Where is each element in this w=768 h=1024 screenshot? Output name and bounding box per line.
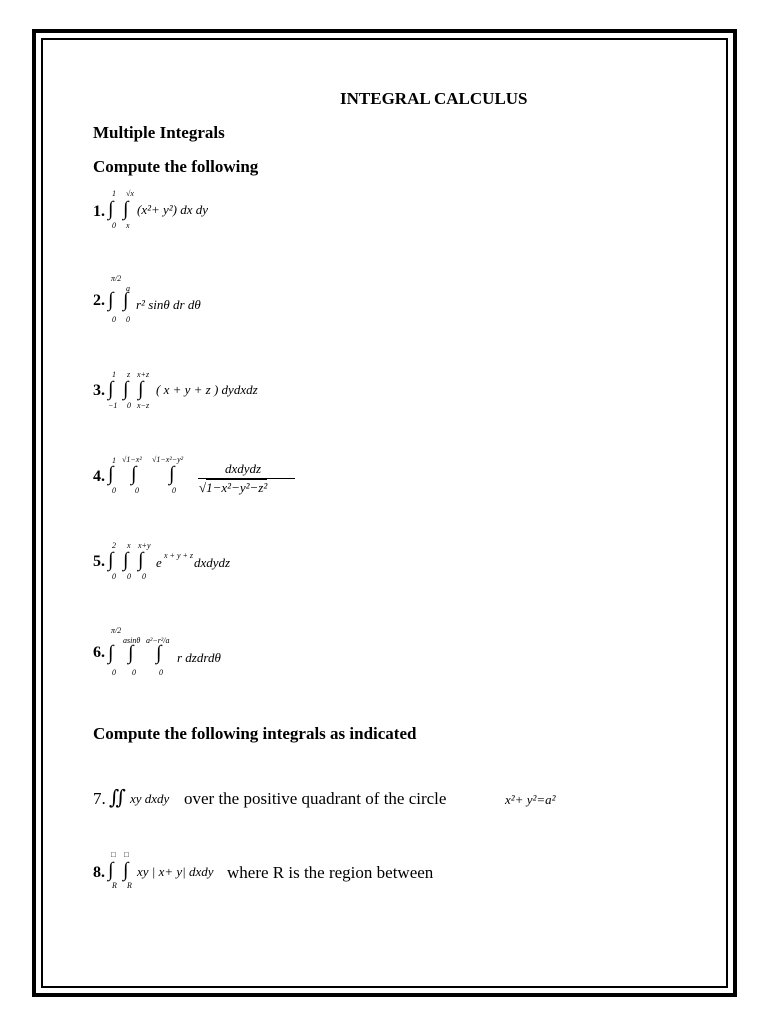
lower-limit: 0 (112, 315, 116, 324)
upper-limit: z (127, 370, 131, 379)
upper-limit: 1 (112, 370, 116, 379)
section-heading-as-indicated: Compute the following integrals as indicated (93, 724, 417, 743)
problem-number: 1. (93, 203, 105, 220)
integral-sign: ∫ (108, 549, 114, 571)
upper-limit: √1−x² (122, 455, 142, 464)
upper-limit: x (127, 541, 131, 550)
integral-sign: ∫ (138, 549, 144, 571)
lower-limit: 0 (126, 315, 130, 324)
problem-number: 8. (93, 864, 105, 881)
section-heading-multiple-integrals: Multiple Integrals (93, 123, 225, 142)
problem-number: 3. (93, 382, 105, 399)
upper-limit: 1 (112, 189, 116, 198)
lower-limit: 0 (172, 486, 176, 495)
problem-number: 2. (93, 292, 105, 309)
exponent: x + y + z (164, 551, 194, 560)
upper-limit: π/2 (111, 274, 122, 283)
integral-sign: ∫ (108, 642, 114, 664)
lower-limit: 0 (135, 486, 139, 495)
fraction-denominator: √1−x²−y²−z² (199, 480, 268, 495)
double-integral-sign: ∬ (109, 787, 127, 809)
upper-limit: a²−r²/a (146, 636, 170, 645)
integral-sign: ∫ (138, 378, 144, 400)
upper-limit: asinθ (123, 636, 141, 645)
lower-limit: 0 (142, 572, 146, 581)
lower-limit: 0 (159, 668, 163, 677)
integrand: r² sinθ dr dθ (136, 297, 201, 312)
integrand: e (156, 555, 162, 570)
upper-limit: x+y (138, 541, 151, 550)
integrand: xy dxdy (130, 791, 170, 806)
lower-limit: 0 (127, 401, 131, 410)
integral-sign: ∫ (108, 378, 114, 400)
page-title: INTEGRAL CALCULUS (340, 89, 528, 108)
lower-limit: R (112, 881, 117, 890)
integral-sign: ∫ (169, 463, 175, 485)
lower-limit: −1 (108, 401, 118, 410)
lower-limit: 0 (112, 486, 116, 495)
problem-description: over the positive quadrant of the circle (184, 789, 447, 808)
integral-sign: ∫ (131, 463, 137, 485)
integral-sign: ∫ (123, 859, 129, 881)
upper-limit: π/2 (111, 626, 122, 635)
problem-description: where R is the region between (227, 863, 434, 882)
integral-sign: ∫ (108, 463, 114, 485)
integral-sign: ∫ (156, 642, 162, 664)
upper-limit: √x (126, 189, 134, 198)
integral-sign: ∫ (108, 859, 114, 881)
radicand: 1−x²−y²−z² (206, 480, 268, 495)
upper-limit: x+z (137, 370, 150, 379)
lower-limit: 0 (112, 221, 116, 230)
lower-limit: 0 (132, 668, 136, 677)
lower-limit: x (126, 221, 130, 230)
integrand: (x²+ y²) dx dy (137, 202, 209, 217)
integrand: xy | x+ y| dxdy (137, 864, 214, 879)
lower-limit: 0 (112, 572, 116, 581)
problem-number: 5. (93, 553, 105, 570)
integral-sign: ∫ (108, 198, 114, 220)
upper-limit: 1 (112, 456, 116, 465)
circle-equation: x²+ y²=a² (505, 792, 556, 807)
section-heading-compute: Compute the following (93, 157, 259, 176)
problem-number: 4. (93, 468, 105, 485)
integral-sign: ∫ (108, 289, 114, 311)
placeholder-box-icon: □ (111, 850, 116, 859)
page-border-inner (41, 38, 728, 988)
upper-limit: √1−x²−y² (152, 455, 184, 464)
upper-limit: 2 (112, 541, 116, 550)
lower-limit: x−z (137, 401, 150, 410)
upper-limit: a (126, 284, 130, 293)
fraction-numerator: dxdydz (225, 461, 262, 476)
lower-limit: R (127, 881, 132, 890)
integral-sign: ∫ (128, 642, 134, 664)
integral-sign: ∫ (123, 549, 129, 571)
problem-number: 7. (93, 789, 106, 808)
integral-sign: ∫ (123, 289, 129, 311)
integrand: r dzdrdθ (177, 650, 221, 665)
lower-limit: 0 (112, 668, 116, 677)
integral-sign: ∫ (123, 378, 129, 400)
placeholder-box-icon: □ (124, 850, 129, 859)
integrand: ( x + y + z ) dydxdz (156, 382, 258, 397)
lower-limit: 0 (127, 572, 131, 581)
differentials: dxdydz (194, 555, 231, 570)
integral-sign: ∫ (123, 198, 129, 220)
problem-number: 6. (93, 644, 105, 661)
